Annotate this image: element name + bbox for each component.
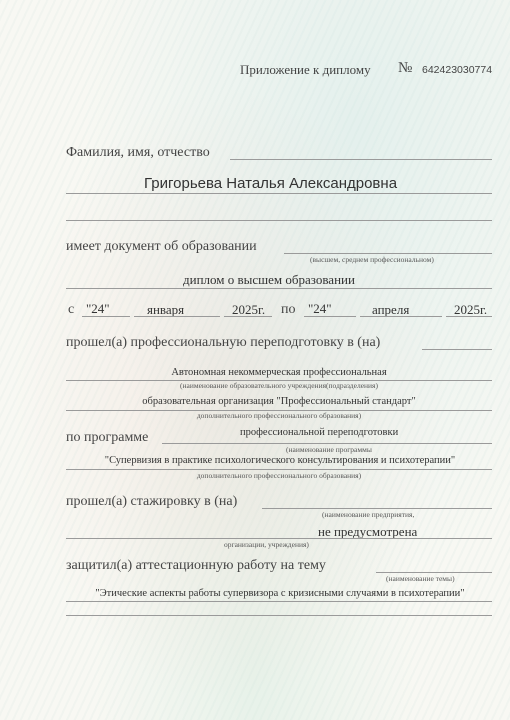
date-to-prefix: по: [281, 302, 296, 317]
number-sign: №: [398, 60, 413, 76]
education-line: [284, 253, 492, 254]
date-from-day-line: [82, 316, 130, 317]
fio-line-2: [66, 193, 492, 194]
fio-line-3: [66, 220, 492, 221]
date-from-month-line: [134, 316, 220, 317]
retraining-org-caption2: дополнительного профессионального образования): [196, 411, 362, 420]
education-value: диплом о высшем образовании: [183, 272, 355, 287]
education-line-2: [66, 288, 492, 289]
retraining-label: прошел(а) профессиональную переподготовку в (на): [66, 335, 381, 350]
date-to-day-line: [304, 316, 356, 317]
date-from-year: 2025г.: [232, 302, 266, 317]
retraining-org-caption: (наименование образовательного учреждения(подразделения): [180, 381, 378, 390]
retraining-line: [422, 349, 492, 350]
internship-value-rule: [66, 538, 492, 539]
date-to-month: апреля: [372, 302, 410, 317]
date-to-day: "24": [308, 301, 332, 316]
internship-caption2: организации, учреждения): [224, 540, 309, 549]
education-caption: (высшем, среднем профессиональном): [310, 255, 434, 264]
fio-line: [230, 159, 492, 160]
thesis-label: защитил(а) аттестационную работу на тему: [66, 558, 326, 573]
program-name: "Супервизия в практике психологического консультирования и психотерапии": [104, 455, 456, 466]
internship-value: не предусмотрена: [318, 524, 418, 539]
thesis-rule-2: [66, 615, 492, 616]
thesis-caption: (наименование темы): [386, 574, 455, 583]
fio-label: Фамилия, имя, отчество: [66, 145, 210, 160]
date-from-prefix: с: [68, 302, 75, 317]
thesis-value: "Этические аспекты работы супервизора с кризисными случаями в психотерапии": [95, 588, 465, 599]
thesis-rule-1: [66, 601, 492, 602]
education-label: имеет документ об образовании: [66, 239, 257, 254]
internship-label: прошел(а) стажировку в (на): [66, 494, 238, 509]
internship-line: [262, 508, 492, 509]
date-to-year: 2025г.: [454, 302, 488, 317]
date-from-month: января: [147, 302, 185, 317]
program-line: [162, 443, 492, 444]
program-label: по программе: [66, 430, 149, 445]
date-to-month-line: [360, 316, 442, 317]
date-from-year-line: [224, 316, 272, 317]
program-caption: (наименование программы: [286, 445, 372, 454]
retraining-org-line1: Автономная некоммерческая профессиональная: [171, 367, 387, 378]
thesis-line: [376, 572, 492, 573]
program-value: профессиональной переподготовки: [240, 427, 399, 438]
program-caption2: дополнительного профессионального образования): [196, 471, 362, 480]
date-from-day: "24": [86, 301, 110, 316]
diploma-number: 642423030774: [422, 64, 493, 76]
retraining-org-line2: образовательная организация "Профессиональный стандарт": [142, 396, 416, 407]
fio-value: Григорьева Наталья Александровна: [144, 175, 398, 192]
internship-caption: (наименование предприятия,: [322, 510, 415, 519]
date-to-year-line: [446, 316, 492, 317]
appendix-label: Приложение к диплому: [240, 62, 371, 77]
program-name-rule: [66, 469, 492, 470]
